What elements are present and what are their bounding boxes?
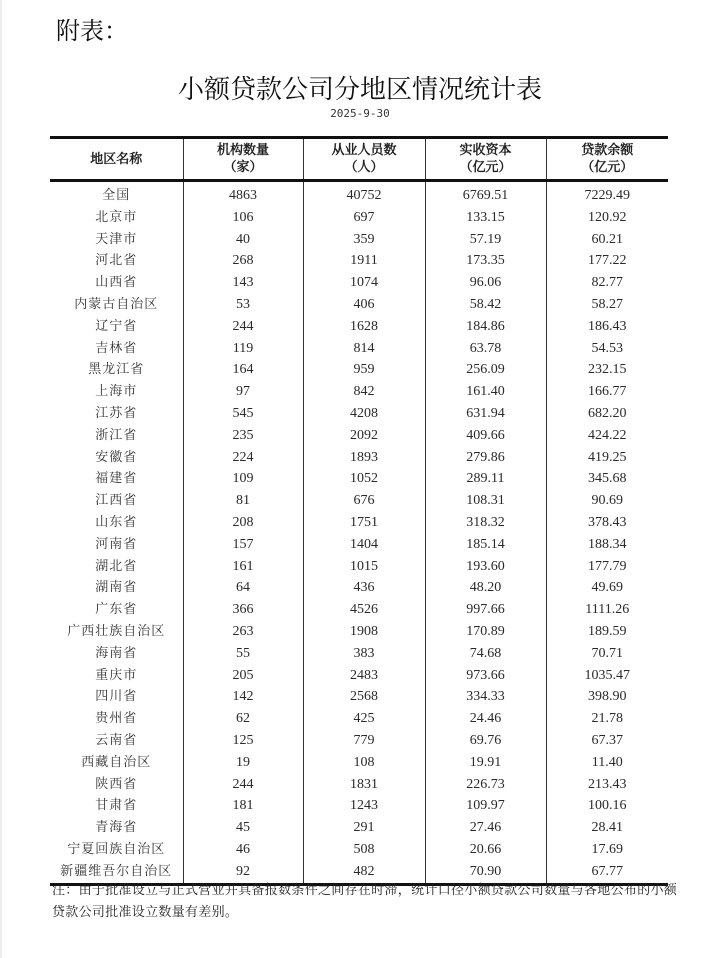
paid-in-capital-cell: 279.86 — [425, 447, 546, 469]
employee-count-cell: 959 — [303, 359, 425, 381]
table-row — [50, 512, 668, 534]
institution-count-cell: 53 — [183, 294, 303, 316]
region-cell: 吉林省 — [95, 340, 138, 356]
employee-count-cell: 108 — [303, 752, 425, 774]
institution-count-cell: 4863 — [183, 181, 303, 207]
paid-in-capital-cell: 170.89 — [425, 621, 546, 643]
paid-in-capital-cell: 318.32 — [425, 512, 546, 534]
loan-balance-cell: 17.69 — [546, 839, 668, 861]
institution-count-cell: 109 — [183, 468, 303, 490]
header-unit: （人） — [344, 160, 384, 175]
employee-count-cell: 842 — [303, 381, 425, 403]
institution-count-cell: 45 — [183, 817, 303, 839]
employee-count-cell: 676 — [303, 490, 425, 512]
institution-count-cell: 55 — [183, 643, 303, 665]
employee-count-cell: 2092 — [303, 425, 425, 447]
institution-count-cell: 92 — [183, 861, 303, 884]
paid-in-capital-cell: 74.68 — [425, 643, 546, 665]
table-row — [50, 686, 668, 708]
institution-count-cell: 143 — [183, 272, 303, 294]
employee-count-cell: 814 — [303, 338, 425, 360]
table-row — [50, 708, 668, 730]
loan-balance-cell: 7229.49 — [546, 181, 668, 207]
paid-in-capital-cell: 409.66 — [425, 425, 546, 447]
table-row — [50, 665, 668, 687]
table-row — [50, 250, 668, 272]
region-cell: 山西省 — [95, 275, 138, 291]
institution-count-cell: 157 — [183, 534, 303, 556]
employee-count-cell: 291 — [303, 817, 425, 839]
paid-in-capital-cell: 6769.51 — [425, 181, 546, 207]
paid-in-capital-cell: 133.15 — [425, 207, 546, 229]
paid-in-capital-cell: 63.78 — [425, 338, 546, 360]
loan-balance-cell: 177.79 — [546, 556, 668, 578]
loan-balance-cell: 188.34 — [546, 534, 668, 556]
header-label: 实收资本 — [459, 143, 512, 158]
region-cell: 青海省 — [95, 820, 138, 836]
employee-count-cell: 697 — [303, 207, 425, 229]
paid-in-capital-cell: 27.46 — [425, 817, 546, 839]
institution-count-cell: 263 — [183, 621, 303, 643]
loan-balance-cell: 189.59 — [546, 621, 668, 643]
loan-balance-cell: 21.78 — [546, 708, 668, 730]
employee-count-cell: 436 — [303, 577, 425, 599]
region-cell: 西藏自治区 — [81, 754, 152, 770]
region-cell: 陕西省 — [95, 776, 138, 792]
employee-count-cell: 2568 — [303, 686, 425, 708]
region-cell: 河南省 — [95, 536, 138, 552]
header-paid-in-capital — [425, 138, 546, 181]
table-row — [50, 621, 668, 643]
loan-balance-cell: 398.90 — [546, 686, 668, 708]
loan-balance-cell: 166.77 — [546, 381, 668, 403]
loan-balance-cell: 232.15 — [546, 359, 668, 381]
region-cell: 内蒙古自治区 — [74, 296, 159, 312]
employee-count-cell: 508 — [303, 839, 425, 861]
table-row — [50, 468, 668, 490]
paid-in-capital-cell: 289.11 — [425, 468, 546, 490]
table-row — [50, 207, 668, 229]
document-date: 2025-9-30 — [330, 107, 390, 120]
region-cell: 山东省 — [95, 514, 138, 530]
institution-count-cell: 19 — [183, 752, 303, 774]
institution-count-cell: 161 — [183, 556, 303, 578]
region-cell: 天津市 — [95, 231, 138, 247]
header-region-name — [50, 138, 183, 181]
table-row — [50, 817, 668, 839]
loan-balance-cell: 28.41 — [546, 817, 668, 839]
region-cell: 黑龙江省 — [88, 362, 145, 378]
table-row — [50, 425, 668, 447]
employee-count-cell: 406 — [303, 294, 425, 316]
loan-balance-cell: 67.77 — [546, 861, 668, 884]
paid-in-capital-cell: 631.94 — [425, 403, 546, 425]
statistics-table — [50, 136, 668, 886]
table-row — [50, 534, 668, 556]
table-row — [50, 839, 668, 861]
loan-balance-cell: 54.53 — [546, 338, 668, 360]
institution-count-cell: 40 — [183, 229, 303, 251]
loan-balance-cell: 70.71 — [546, 643, 668, 665]
paid-in-capital-cell: 58.42 — [425, 294, 546, 316]
institution-count-cell: 125 — [183, 730, 303, 752]
institution-count-cell: 164 — [183, 359, 303, 381]
region-cell: 湖南省 — [95, 580, 138, 596]
institution-count-cell: 235 — [183, 425, 303, 447]
paid-in-capital-cell: 193.60 — [425, 556, 546, 578]
paid-in-capital-cell: 161.40 — [425, 381, 546, 403]
institution-count-cell: 142 — [183, 686, 303, 708]
institution-count-cell: 46 — [183, 839, 303, 861]
region-cell: 安徽省 — [95, 449, 138, 465]
paid-in-capital-cell: 70.90 — [425, 861, 546, 884]
table-row — [50, 795, 668, 817]
paid-in-capital-cell: 334.33 — [425, 686, 546, 708]
paid-in-capital-cell: 69.76 — [425, 730, 546, 752]
table-row — [50, 599, 668, 621]
employee-count-cell: 1015 — [303, 556, 425, 578]
loan-balance-cell: 11.40 — [546, 752, 668, 774]
institution-count-cell: 208 — [183, 512, 303, 534]
loan-balance-cell: 58.27 — [546, 294, 668, 316]
loan-balance-cell: 177.22 — [546, 250, 668, 272]
region-cell: 河北省 — [95, 253, 138, 269]
loan-balance-cell: 186.43 — [546, 316, 668, 338]
table-row-national-total — [50, 181, 668, 207]
header-institution-count — [183, 138, 303, 181]
institution-count-cell: 244 — [183, 774, 303, 796]
header-employee-count — [303, 138, 425, 181]
institution-count-cell: 97 — [183, 381, 303, 403]
appendix-label: 附表： — [56, 17, 128, 45]
region-cell: 甘肃省 — [95, 798, 138, 814]
region-cell: 上海市 — [95, 384, 138, 400]
loan-balance-cell: 345.68 — [546, 468, 668, 490]
region-cell: 全国 — [102, 188, 131, 203]
region-cell: 湖北省 — [95, 558, 138, 574]
employee-count-cell: 4526 — [303, 599, 425, 621]
employee-count-cell: 1751 — [303, 512, 425, 534]
employee-count-cell: 779 — [303, 730, 425, 752]
loan-balance-cell: 1111.26 — [546, 599, 668, 621]
institution-count-cell: 268 — [183, 250, 303, 272]
table-row — [50, 577, 668, 599]
paid-in-capital-cell: 20.66 — [425, 839, 546, 861]
region-cell: 江苏省 — [95, 405, 138, 421]
employee-count-cell: 1831 — [303, 774, 425, 796]
institution-count-cell: 244 — [183, 316, 303, 338]
institution-count-cell: 81 — [183, 490, 303, 512]
table-row — [50, 730, 668, 752]
paid-in-capital-cell: 973.66 — [425, 665, 546, 687]
paid-in-capital-cell: 19.91 — [425, 752, 546, 774]
institution-count-cell: 62 — [183, 708, 303, 730]
table-row — [50, 643, 668, 665]
paid-in-capital-cell: 96.06 — [425, 272, 546, 294]
header-label: 贷款余额 — [581, 143, 634, 158]
employee-count-cell: 1911 — [303, 250, 425, 272]
document-title: 小额贷款公司分地区情况统计表 — [177, 75, 542, 105]
employee-count-cell: 1074 — [303, 272, 425, 294]
header-loan-balance — [546, 138, 668, 181]
employee-count-cell: 482 — [303, 861, 425, 884]
loan-balance-cell: 682.20 — [546, 403, 668, 425]
institution-count-cell: 64 — [183, 577, 303, 599]
table-header — [50, 138, 668, 181]
institution-count-cell: 366 — [183, 599, 303, 621]
paid-in-capital-cell: 109.97 — [425, 795, 546, 817]
page-edge — [0, 0, 2, 958]
employee-count-cell: 4208 — [303, 403, 425, 425]
paid-in-capital-cell: 48.20 — [425, 577, 546, 599]
loan-balance-cell: 378.43 — [546, 512, 668, 534]
table-row — [50, 316, 668, 338]
region-cell: 福建省 — [95, 471, 138, 487]
employee-count-cell: 40752 — [303, 181, 425, 207]
employee-count-cell: 1908 — [303, 621, 425, 643]
loan-balance-cell: 90.69 — [546, 490, 668, 512]
region-cell: 辽宁省 — [95, 318, 138, 334]
header-unit: （亿元） — [459, 160, 512, 175]
table-row — [50, 774, 668, 796]
employee-count-cell: 1243 — [303, 795, 425, 817]
institution-count-cell: 545 — [183, 403, 303, 425]
header-label: 地区名称 — [90, 151, 143, 167]
region-cell: 宁夏回族自治区 — [67, 841, 166, 857]
header-row — [50, 138, 668, 181]
employee-count-cell: 2483 — [303, 665, 425, 687]
loan-balance-cell: 424.22 — [546, 425, 668, 447]
region-cell: 浙江省 — [95, 427, 138, 443]
table-row — [50, 294, 668, 316]
loan-balance-cell: 60.21 — [546, 229, 668, 251]
institution-count-cell: 181 — [183, 795, 303, 817]
paid-in-capital-cell: 173.35 — [425, 250, 546, 272]
loan-balance-cell: 67.37 — [546, 730, 668, 752]
loan-balance-cell: 100.16 — [546, 795, 668, 817]
loan-balance-cell: 419.25 — [546, 447, 668, 469]
table-row — [50, 447, 668, 469]
paid-in-capital-cell: 256.09 — [425, 359, 546, 381]
table-row — [50, 403, 668, 425]
region-cell: 新疆维吾尔自治区 — [60, 863, 173, 879]
header-unit: （亿元） — [581, 160, 634, 175]
loan-balance-cell: 82.77 — [546, 272, 668, 294]
employee-count-cell: 1628 — [303, 316, 425, 338]
paid-in-capital-cell: 185.14 — [425, 534, 546, 556]
header-label: 从业人员数 — [331, 143, 397, 158]
employee-count-cell: 383 — [303, 643, 425, 665]
employee-count-cell: 1893 — [303, 447, 425, 469]
employee-count-cell: 1052 — [303, 468, 425, 490]
table-row — [50, 229, 668, 251]
paid-in-capital-cell: 226.73 — [425, 774, 546, 796]
region-cell: 云南省 — [95, 732, 138, 748]
institution-count-cell: 106 — [183, 207, 303, 229]
table-row — [50, 359, 668, 381]
region-cell: 广东省 — [95, 602, 138, 618]
table-body — [50, 181, 668, 885]
region-cell: 重庆市 — [95, 667, 138, 683]
header-label: 机构数量 — [216, 143, 269, 158]
region-cell: 贵州省 — [95, 711, 138, 727]
region-cell: 广西壮族自治区 — [67, 623, 166, 639]
region-cell: 海南省 — [95, 645, 138, 661]
table-row — [50, 752, 668, 774]
institution-count-cell: 205 — [183, 665, 303, 687]
table-row — [50, 272, 668, 294]
table-row — [50, 556, 668, 578]
employee-count-cell: 1404 — [303, 534, 425, 556]
region-cell: 江西省 — [95, 493, 138, 509]
table-row — [50, 381, 668, 403]
loan-balance-cell: 1035.47 — [546, 665, 668, 687]
employee-count-cell: 425 — [303, 708, 425, 730]
loan-balance-cell: 213.43 — [546, 774, 668, 796]
institution-count-cell: 119 — [183, 338, 303, 360]
region-cell: 四川省 — [95, 689, 138, 705]
institution-count-cell: 224 — [183, 447, 303, 469]
loan-balance-cell: 49.69 — [546, 577, 668, 599]
paid-in-capital-cell: 997.66 — [425, 599, 546, 621]
loan-balance-cell: 120.92 — [546, 207, 668, 229]
region-cell: 北京市 — [95, 209, 138, 225]
paid-in-capital-cell: 57.19 — [425, 229, 546, 251]
table-row — [50, 490, 668, 512]
paid-in-capital-cell: 24.46 — [425, 708, 546, 730]
paid-in-capital-cell: 184.86 — [425, 316, 546, 338]
footnote: 注：由于批准设立与正式营业并具备报数条件之间存在时滞，统计口径小额贷款公司数量与各地公布的小额贷款公司批准设立数量有差别。 — [52, 883, 678, 920]
table-row — [50, 338, 668, 360]
paid-in-capital-cell: 108.31 — [425, 490, 546, 512]
header-unit: （家） — [223, 160, 263, 175]
employee-count-cell: 359 — [303, 229, 425, 251]
